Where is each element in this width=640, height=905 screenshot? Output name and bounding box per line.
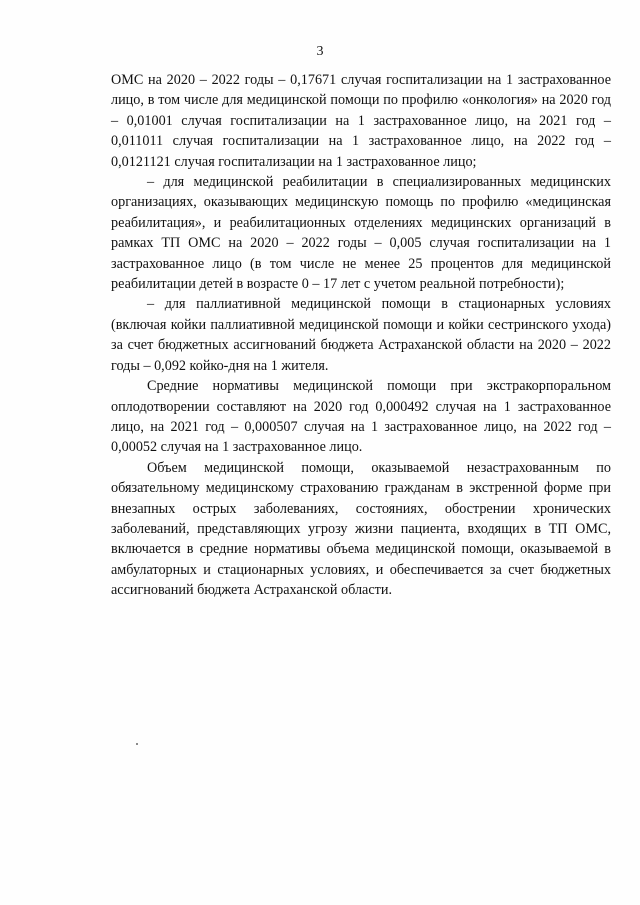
- paragraph-palliative-care: – для паллиативной медицинской помощи в стационарных условиях (включая койки паллиативной медицинской помощи и койки сестринского ухода) за счет бюджетных ассигнований бюджета Астраханской области на 2020 – 2022 годы – 0,092 койко-дня на 1 жителя.: [111, 296, 611, 374]
- scan-speck: [136, 743, 138, 745]
- paragraph-uninsured-emergency-care: Объем медицинской помощи, оказываемой незастрахованным по обязательному медицинскому страхованию гражданам в экстренной форме при внезапных острых заболеваниях, состояниях, обострении хронических заболеваний, представляющих угрозу жизни пациента, входящих в ТП ОМС, включается в средние нормативы объема медицинской помощи, оказываемой в амбулаторных и стационарных условиях, и обеспечивается за счет бюджетных ассигнований бюджета Астраханской области.: [111, 459, 611, 599]
- paragraph-medical-rehabilitation: – для медицинской реабилитации в специализированных медицинских организациях, оказывающих медицинскую помощь по профилю «медицинская реабилитация», и реабилитационных отделениях медицинских организаций в рамках ТП ОМС на 2020 – 2022 годы – 0,005 случая госпитализации на 1 застрахованное лицо (в том числе не менее 25 процентов для медицинской реабилитации детей в возрасте 0 – 17 лет с учетом реальной потребности);: [111, 174, 611, 293]
- document-body: [111, 70, 611, 601]
- paragraph-oms-hospitalization: ОМС на 2020 – 2022 годы – 0,17671 случая госпитализации на 1 застрахованное лицо, в том числе для медицинской помощи по профилю «онкология» на 2020 год – 0,01001 случая госпитализации на 1 застрахованное лицо, на 2021 год – 0,011011 случая госпитализации на 1 застрахованное лицо, на 2022 год – 0,0121121 случая госпитализации на 1 застрахованное лицо;: [111, 72, 611, 170]
- page-number: 3: [316, 44, 324, 59]
- paragraph-ivf-norms: Средние нормативы медицинской помощи при экстракорпоральном оплодотворении составляют на 2020 год 0,000492 случая на 1 застрахованное лицо, на 2021 год – 0,000507 случая на 1 застрахованное лицо, на 2022 год – 0,00052 случая на 1 застрахованное лицо.: [111, 378, 611, 456]
